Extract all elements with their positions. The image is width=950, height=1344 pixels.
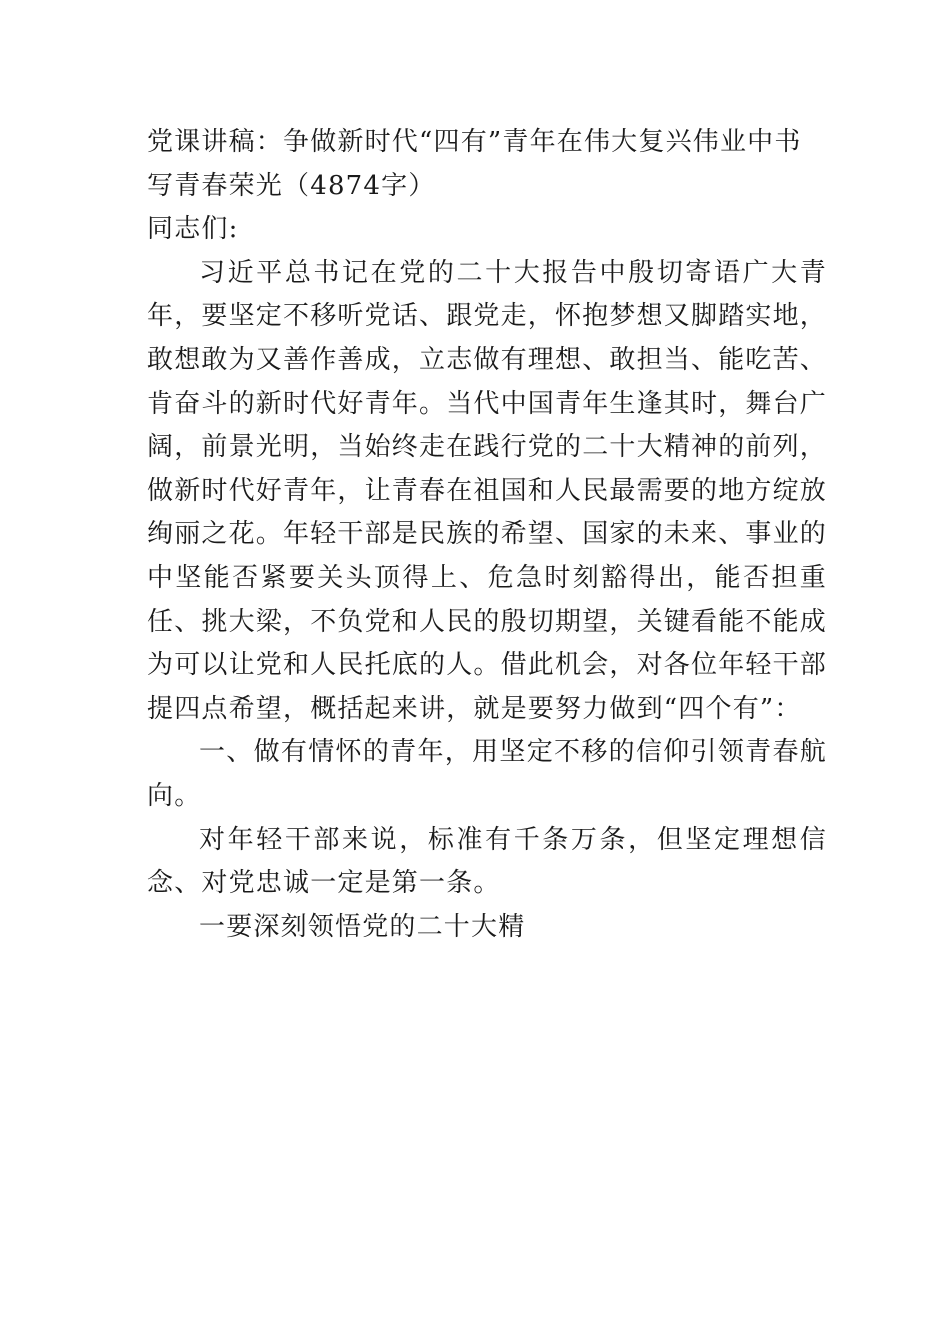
document-body bbox=[147, 121, 827, 949]
paragraph-point-one: 一要深刻领悟党的二十大精 bbox=[199, 911, 526, 942]
document-title: 党课讲稿：争做新时代“四有”青年在伟大复兴伟业中书写青春荣光（4874字） bbox=[147, 127, 802, 201]
paragraph-intro: 习近平总书记在党的二十大报告中殷切寄语广大青年，要坚定不移听党话、跟党走，怀抱梦想又脚踏实地，敢想敢为又善作善成，立志做有理想、敢担当、能吃苦、肯奋斗的新时代好青年。当代中国青年生逢其时，舞台广阔，前景光明，当始终走在践行党的二十大精神的前列，做新时代好青年，让青春在祖国和人民最需要的地方绽放绚丽之花。年轻干部是民族的希望、国家的未来、事业的中坚能否紧要关头顶得上、危急时刻豁得出，能否担重任、挑大梁，不负党和人民的殷切期望，关键看能不能成为可以让党和人民托底的人。借此机会，对各位年轻干部提四点希望，概括起来讲，就是要努力做到“四个有”： bbox=[147, 257, 828, 724]
section-heading-one: 一、做有情怀的青年，用坚定不移的信仰引领青春航向。 bbox=[147, 737, 827, 811]
salutation: 同志们: bbox=[147, 214, 239, 245]
paragraph-section-one: 对年轻干部来说，标准有千条万条，但坚定理想信念、对党忠诚一定是第一条。 bbox=[147, 824, 827, 899]
